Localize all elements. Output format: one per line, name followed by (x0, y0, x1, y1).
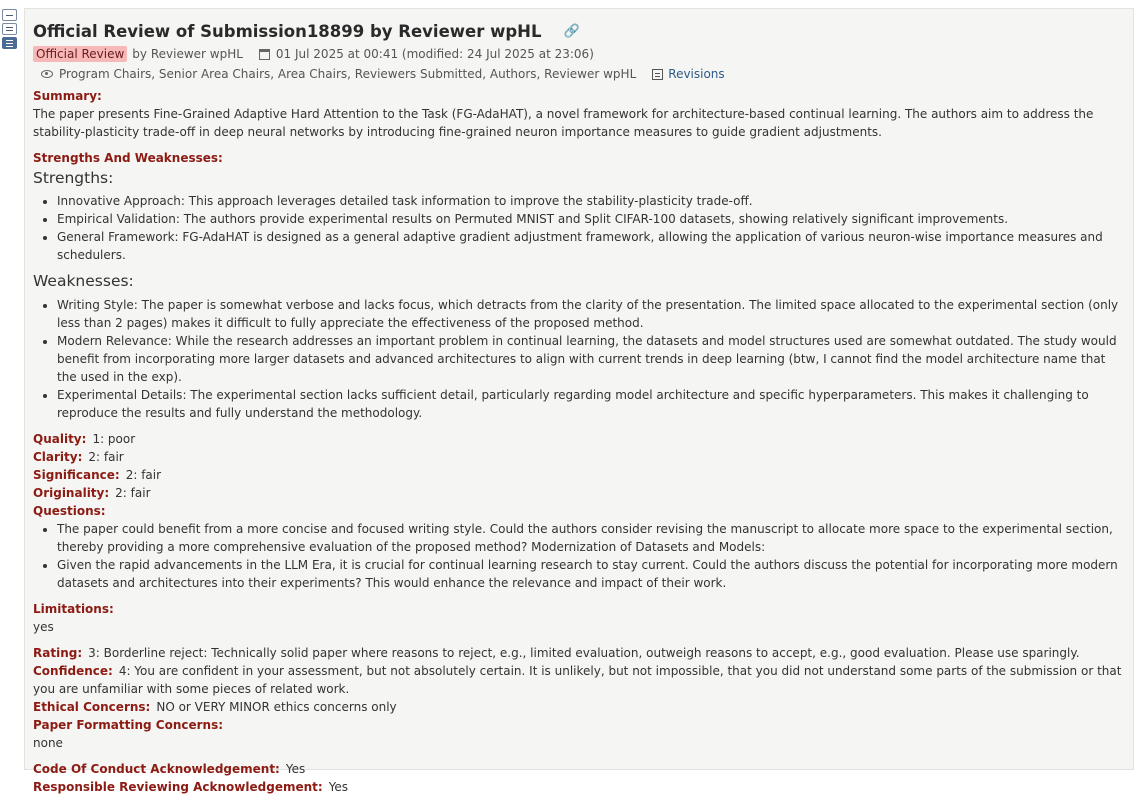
clarity-value: 2: fair (88, 450, 124, 464)
significance-label: Significance: (33, 468, 120, 482)
rra-field (33, 778, 1125, 796)
invitation-badge: Official Review (33, 46, 127, 62)
summary-text: The paper presents Fine-Grained Adaptive Hard Attention to the Task (FG-AdaHAT), a novel framework for architecture-based continual learning. The authors aim to address the stability-plasticity trade-off in deep neural networks by introducing fine-grained neuron importance measures to guide gradient adjustments. (33, 107, 1094, 139)
list-item: • Modern Relevance: While the research addresses an important problem in continual learning, the datasets and model structures used are somewhat outdated. The study would benefit from incorporating more larger datasets and advanced architectures to align with current trends in deep learning (btw, I cannot find the model architecture name that the used in the exp). (57, 332, 1125, 386)
questions-label: Questions: (33, 504, 106, 518)
scores (33, 430, 1125, 502)
note-date: 01 Jul 2025 at 00:41 (modified: 24 Jul 2025 at 23:06) (275, 47, 594, 61)
limitations-text: yes (33, 620, 54, 634)
weaknesses-heading: Weaknesses: (33, 272, 134, 290)
summary-label: Summary: (33, 89, 102, 103)
strengths-heading: Strengths: (33, 169, 114, 187)
ethical-value: NO or VERY MINOR ethics concerns only (156, 700, 397, 714)
rra-label: Responsible Reviewing Acknowledgement: (33, 780, 323, 794)
list-item: • Empirical Validation: The authors provide experimental results on Permuted MNIST and Split CIFAR-100 datasets, showing relatively significant improvements. (57, 210, 1125, 228)
list-item: • Experimental Details: The experimental section lacks sufficient detail, particularly regarding model architecture and specific hyperparameters. This makes it challenging to reproduce the results and fully understand the methodology. (57, 386, 1125, 422)
review-note (24, 8, 1134, 794)
limitations-label: Limitations: (33, 602, 114, 616)
coc-field (33, 760, 1125, 778)
eye-icon (41, 70, 53, 78)
view-mode-controls (2, 9, 18, 49)
link-icon[interactable]: 🔗 (563, 23, 580, 39)
coc-label: Code Of Conduct Acknowledgement: (33, 762, 280, 776)
strengths-weaknesses-field (33, 149, 1125, 422)
quality-value: 1: poor (92, 432, 136, 446)
sw-label: Strengths And Weaknesses: (33, 151, 223, 165)
limitations-field (33, 600, 1125, 636)
partial-expand-button[interactable] (2, 23, 17, 35)
confidence-field (33, 662, 1125, 698)
revisions-icon (652, 69, 663, 80)
originality-value: 2: fair (115, 486, 151, 500)
significance-field (33, 466, 1125, 484)
revisions-link[interactable]: Revisions (668, 67, 725, 81)
two-lines-icon (6, 27, 13, 31)
quality-label: Quality: (33, 432, 87, 446)
rating-value: 3: Borderline reject: Technically solid paper where reasons to reject, e.g., limited evaluation, outweigh reasons to accept, e.g., good evaluation. Please use sparingly. (88, 646, 1080, 660)
note-meta (33, 44, 1125, 64)
formatting-value: none (33, 736, 63, 750)
note-title: Official Review of Submission18899 by Reviewer wpHL (33, 21, 542, 41)
calendar-icon (259, 49, 270, 60)
confidence-value: 4: You are confident in your assessment, but not absolutely certain. It is unlikely, but not impossible, that you did not understand some parts of the submission or that you are unfamiliar with some pieces of related work. (33, 664, 1122, 696)
significance-value: 2: fair (125, 468, 162, 482)
questions-field (33, 502, 1125, 592)
list-item: • Given the rapid advancements in the LLM Era, it is crucial for continual learning research to stay current. Could the authors discuss the potential for incorporating more modern datasets and architectures into their experiments? This would enhance the relevance and impact of their work. (57, 556, 1125, 592)
coc-value: Yes (285, 762, 306, 776)
three-lines-icon (6, 40, 13, 47)
clarity-field (33, 448, 1125, 466)
formatting-field (33, 716, 1125, 752)
list-item: • The paper could benefit from a more concise and focused writing style. Could the authors consider revising the manuscript to allocate more space to the experimental section, thereby providing a more comprehensive evaluation of the proposed method? Modernization of Datasets and Models: (57, 520, 1125, 556)
list-item: • Writing Style: The paper is somewhat verbose and lacks focus, which detracts from the clarity of the presentation. The limited space allocated to the experimental section (only less than 2 pages) makes it difficult to fully appreciate the effectiveness of the proposed method. (57, 296, 1125, 332)
originality-label: Originality: (33, 486, 110, 500)
strengths-list (33, 192, 1125, 264)
list-item: • Innovative Approach: This approach leverages detailed task information to improve the stability-plasticity trade-off. (57, 192, 1125, 210)
weaknesses-list (33, 296, 1125, 422)
collapse-button[interactable] (2, 9, 17, 21)
questions-list (33, 520, 1125, 592)
rating-label: Rating: (33, 646, 83, 660)
rra-value: Yes (328, 780, 349, 794)
confidence-label: Confidence: (33, 664, 113, 678)
list-item: • General Framework: FG-AdaHAT is designed as a general adaptive gradient adjustment framework, allowing the application of various neuron-wise importance measures and schedulers. (57, 228, 1125, 264)
ethical-field (33, 698, 1125, 716)
title-row (33, 19, 1125, 43)
signature: by Reviewer wpHL (132, 47, 243, 61)
full-expand-button[interactable] (2, 37, 17, 49)
note-readers-row (33, 64, 1125, 84)
formatting-label: Paper Formatting Concerns: (33, 718, 224, 732)
minus-icon (6, 15, 13, 16)
ethical-label: Ethical Concerns: (33, 700, 151, 714)
rating-field (33, 644, 1125, 662)
originality-field (33, 484, 1125, 502)
summary-field (33, 87, 1125, 141)
readers: Program Chairs, Senior Area Chairs, Area Chairs, Reviewers Submitted, Authors, Reviewer wpHL (59, 67, 637, 81)
clarity-label: Clarity: (33, 450, 83, 464)
quality-field (33, 430, 1125, 448)
